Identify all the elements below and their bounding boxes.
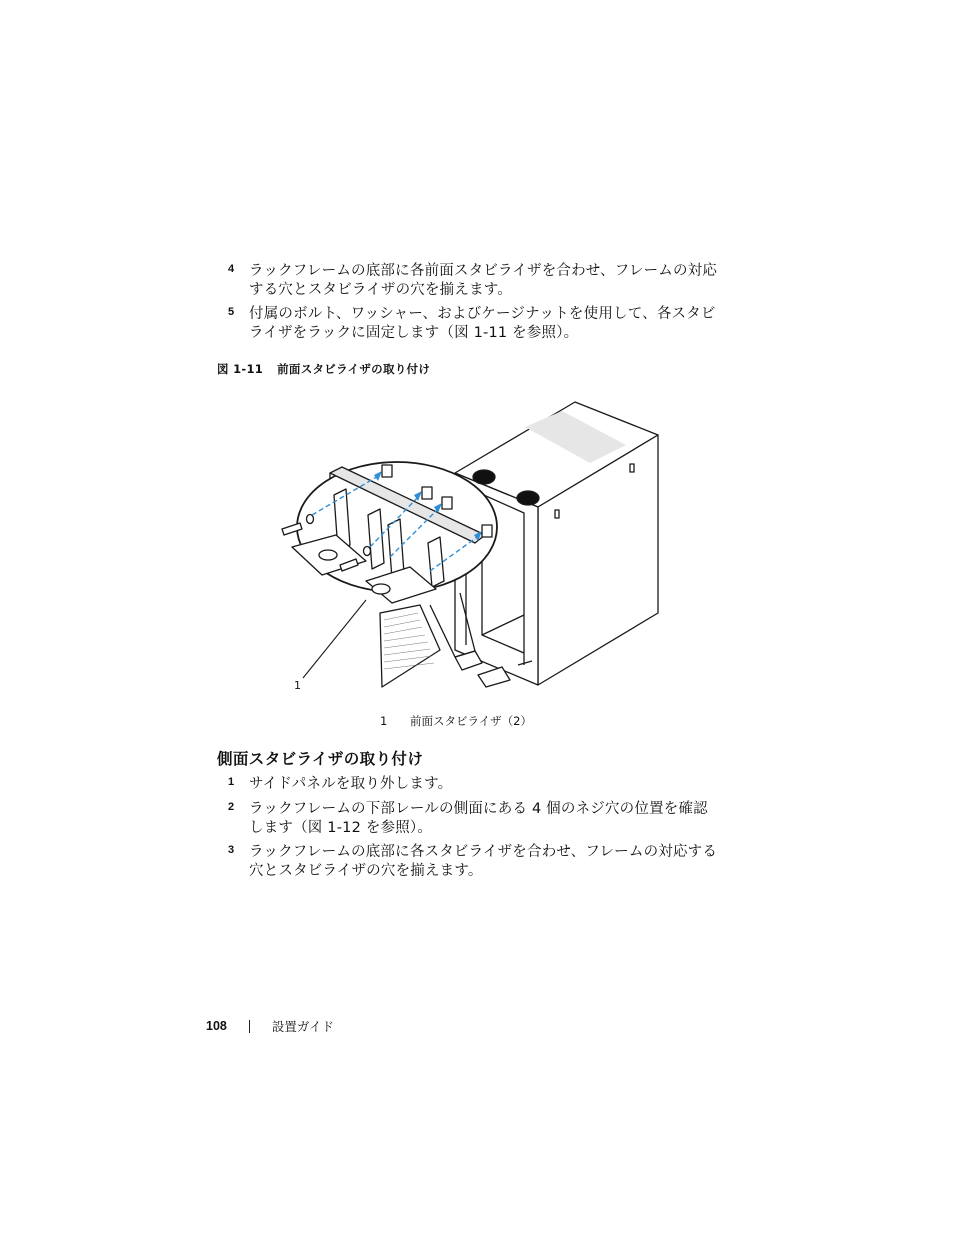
step-text: 付属のボルト、ワッシャー、およびケージナットを使用して、各スタビライザをラックに固定します（図 1-11 を参照）。 bbox=[249, 306, 716, 341]
page-footer bbox=[206, 1017, 334, 1035]
page-number: 108 bbox=[206, 1019, 227, 1033]
figure-caption bbox=[217, 361, 430, 377]
step-text: ラックフレームの下部レールの側面にある 4 個のネジ穴の位置を確認します（図 1-12 を参照）。 bbox=[249, 801, 708, 836]
figure-title: 前面スタビライザの取り付け bbox=[277, 362, 431, 376]
step-2 bbox=[228, 800, 718, 838]
step-3 bbox=[228, 843, 718, 881]
step-5 bbox=[228, 305, 718, 343]
stabilizer-illustration bbox=[270, 395, 670, 695]
step-number: 4 bbox=[228, 263, 235, 275]
step-number: 3 bbox=[228, 844, 235, 856]
step-number: 2 bbox=[228, 801, 235, 813]
step-number: 1 bbox=[228, 776, 235, 788]
callout-number: 1 bbox=[294, 679, 301, 692]
step-4 bbox=[228, 262, 718, 300]
footer-divider bbox=[249, 1020, 250, 1033]
callout-legend-text: 前面スタビライザ（2） bbox=[410, 714, 532, 728]
callout-legend bbox=[380, 713, 532, 729]
step-text: サイドパネルを取り外します。 bbox=[249, 776, 453, 792]
step-number: 5 bbox=[228, 306, 235, 318]
footer-section-name: 設置ガイド bbox=[271, 1019, 334, 1034]
callout-legend-number: 1 bbox=[380, 714, 388, 728]
section-heading: 側面スタビライザの取り付け bbox=[217, 750, 424, 768]
figure-label: 図 1-11 bbox=[217, 362, 264, 376]
step-text: ラックフレームの底部に各スタビライザを合わせ、フレームの対応する穴とスタビライザの穴を揃えます。 bbox=[249, 844, 718, 879]
step-text: ラックフレームの底部に各前面スタビライザを合わせ、フレームの対応する穴とスタビライザの穴を揃えます。 bbox=[249, 263, 718, 298]
step-1 bbox=[228, 775, 718, 794]
